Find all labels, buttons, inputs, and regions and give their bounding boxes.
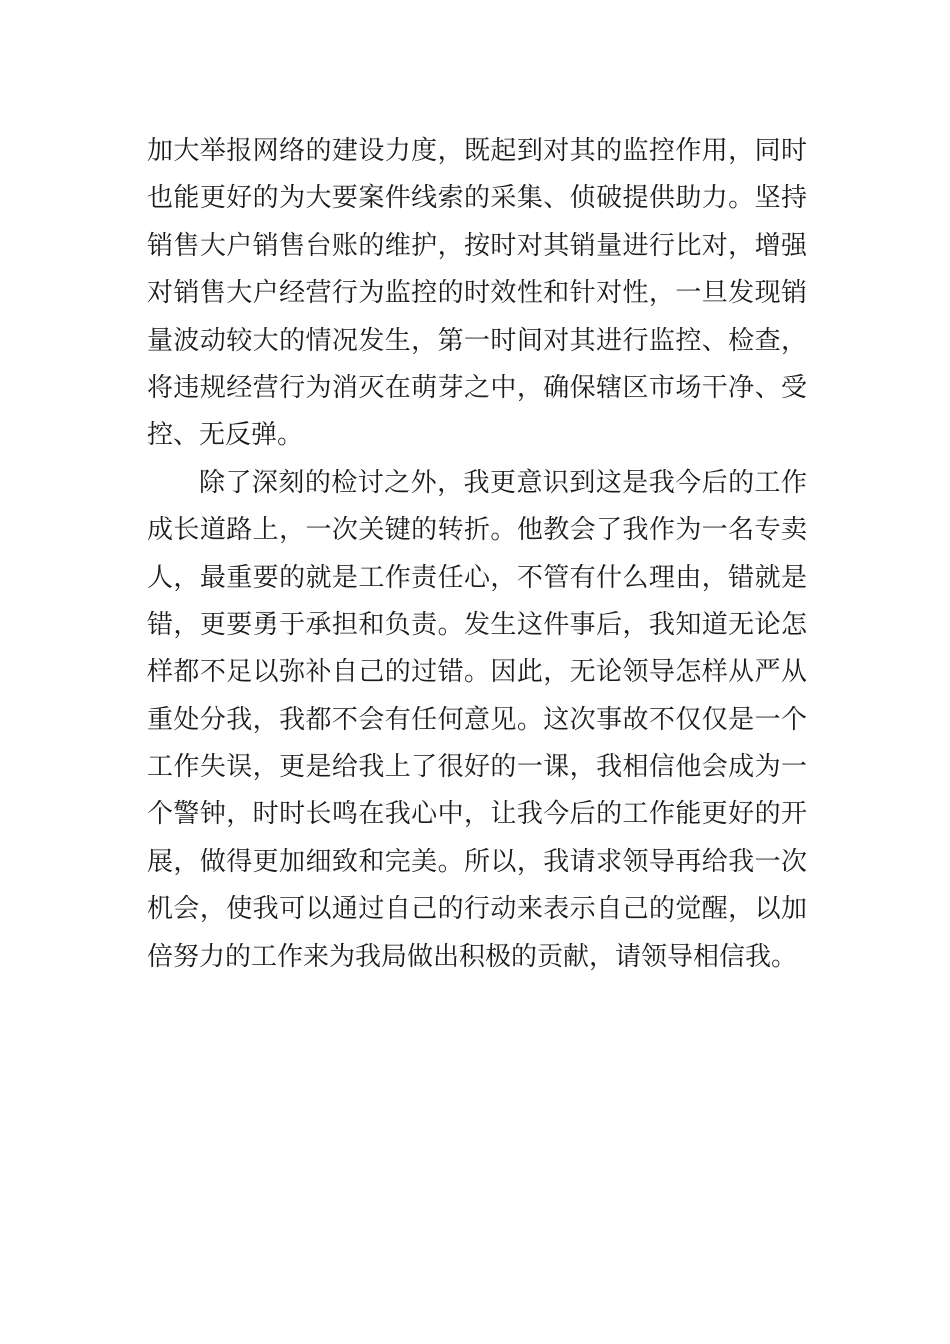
paragraph-line: 成长道路上，一次关键的转折。他教会了我作为一名专卖 xyxy=(147,515,807,546)
paragraph-1 xyxy=(147,128,807,460)
paragraph-line: 也能更好的为大要案件线索的采集、侦破提供助力。坚持 xyxy=(147,183,807,214)
paragraph-line: 错，更要勇于承担和负责。发生这件事后，我知道无论怎 xyxy=(147,609,807,640)
paragraph-line: 控、无反弹。 xyxy=(147,420,304,451)
paragraph-line: 展，做得更加细致和完美。所以，我请求领导再给我一次 xyxy=(147,846,807,877)
paragraph-line: 重处分我，我都不会有任何意见。这次事故不仅仅是一个 xyxy=(147,704,807,735)
paragraph-line: 量波动较大的情况发生，第一时间对其进行监控、检查， xyxy=(147,325,807,356)
paragraph-line: 工作失误，更是给我上了很好的一课，我相信他会成为一 xyxy=(147,752,807,783)
paragraph-line: 除了深刻的检讨之外，我更意识到这是我今后的工作 xyxy=(199,467,807,498)
paragraph-line: 销售大户销售台账的维护，按时对其销量进行比对，增强 xyxy=(147,230,807,261)
paragraph-line: 样都不足以弥补自己的过错。因此，无论领导怎样从严从 xyxy=(147,657,807,688)
paragraph-line: 倍努力的工作来为我局做出积极的贡献，请领导相信我。 xyxy=(147,941,798,972)
paragraph-2 xyxy=(147,460,807,981)
paragraph-line: 人，最重要的就是工作责任心，不管有什么理由，错就是 xyxy=(147,562,807,593)
paragraph-line: 个警钟，时时长鸣在我心中，让我今后的工作能更好的开 xyxy=(147,799,807,830)
paragraph-line: 将违规经营行为消灭在萌芽之中，确保辖区市场干净、受 xyxy=(147,372,807,403)
document-body xyxy=(147,128,807,981)
paragraph-line: 对销售大户经营行为监控的时效性和针对性，一旦发现销 xyxy=(147,278,807,309)
paragraph-line: 机会，使我可以通过自己的行动来表示自己的觉醒，以加 xyxy=(147,894,807,925)
paragraph-line: 加大举报网络的建设力度，既起到对其的监控作用，同时 xyxy=(147,136,807,166)
